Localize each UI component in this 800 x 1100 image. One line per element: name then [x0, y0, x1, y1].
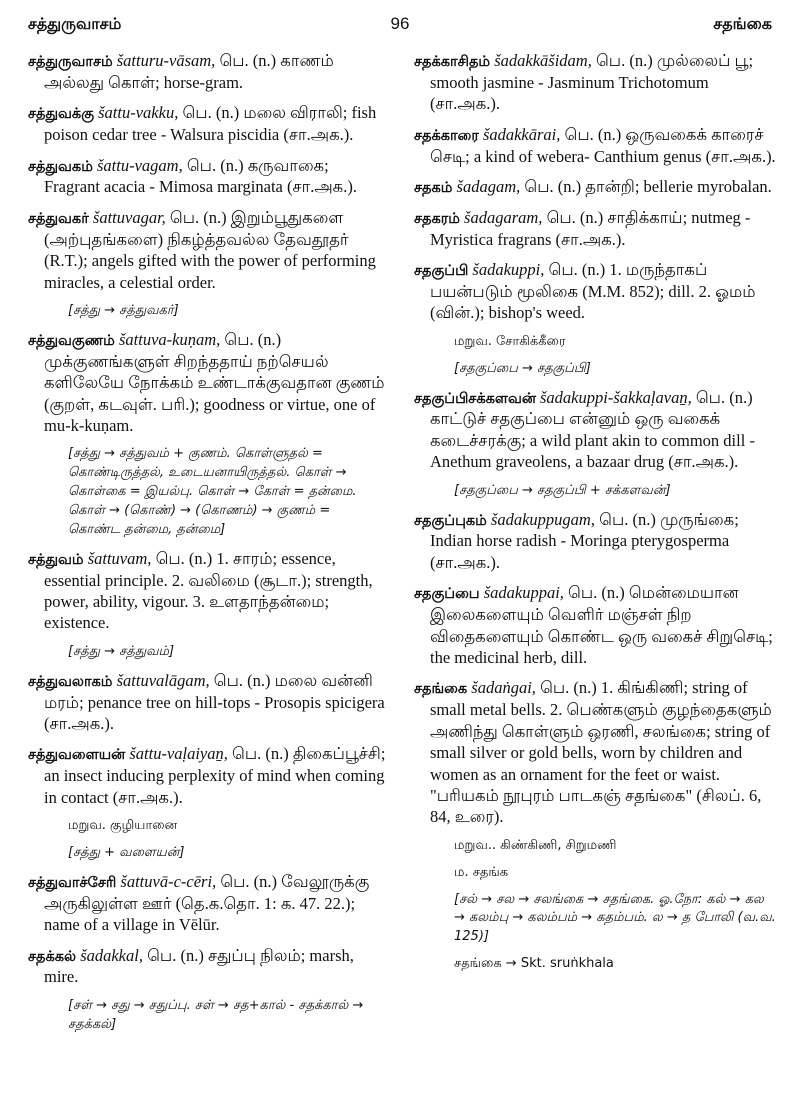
dictionary-entry: [28, 548, 386, 634]
entry-definition: பெ. (n.) மென்மையான இலைகளையும் வெளிர் மஞ்சள் நிற விதைகளையும் கொண்ட ஒரு வகைச் சிறுசெடி; the medicinal herb, dill.: [430, 583, 773, 667]
entry-transliteration: šadakuppi-šakkaḷavaṉ,: [540, 387, 692, 407]
entry-headword: சத்துவம்: [28, 551, 84, 568]
entry-definition: பெ. (n.) சதுப்பு நிலம்; marsh, mire.: [44, 945, 354, 987]
entry-headword: சத்துவகர்: [28, 210, 89, 227]
entry-definition: பெ. (n.) 1. மருந்தாகப் பயன்படும் மூலிகை (M.M. 852); dill. 2. ஓமம் (வின்.); bishop's weed.: [430, 260, 756, 323]
entry-headword: சத்துவளையன்: [28, 747, 126, 764]
running-head-left: சத்துருவாசம்: [28, 14, 122, 33]
entry-headword: சதக்காசிதம்: [414, 54, 491, 70]
entry-headword: சதக்காரை: [414, 127, 479, 144]
dictionary-entry: [28, 207, 386, 293]
entry-definition: பெ. (n.) மலை விராலி; fish poison cedar tree - Walsura piscidia (சா.அக.).: [44, 103, 377, 145]
entry-headword: சதக்கல்: [28, 948, 77, 965]
dictionary-entry: [28, 743, 386, 808]
entry-headword: சதகுப்புகம்: [414, 512, 487, 529]
entry-headword: சதங்கை: [414, 681, 468, 698]
entry-definition: பெ. (n.) திகைப்பூச்சி; an insect inducing perplexity of mind when coming in contact (சா.அக.).: [44, 744, 386, 807]
etymology-note: [சத்து → சத்துவகர்]: [68, 303, 179, 318]
entry-definition: பெ. (n.) காட்டுச் சதகுப்பை என்னும் ஒரு வகைக் கடைச்சரக்கு; a wild plant akin to common dill - Anethum graveolens, a bazaar drug (சா.அக.).: [430, 387, 755, 472]
entry-headword: சதகம்: [414, 180, 453, 196]
entry-definition: பெ. (n.) 1. சாரம்; essence, essential principle. 2. வலிமை (சூடா.); strength, power, ability, vigour. 3. உளதாந்தன்மை; existence.: [44, 548, 373, 633]
etymology-note: [சத்து → சத்துவம் + குணம். கொள்ளுதல் = கொண்டிருத்தல், உடையனாயிருத்தல். கொள் → கொள்கை = இயல்பு. கொள் → கோள் = தன்மை. கொள் → (கொண்) → (கொணம்) → குணம் = கொண்ட தன்மை, தன்மை]: [68, 446, 357, 537]
left-column: [28, 50, 386, 1042]
entry-definition: பெ. (n.) இறும்பூதுகளை (அற்புதங்களை) நிகழ்த்தவல்ல தேவதூதர் (R.T.); angels gifted with the power of performing miracles, a celestial order.: [44, 207, 376, 292]
entry-headword: சத்துவகுணம்: [28, 332, 115, 349]
entry-headword: சதகரம்: [414, 210, 460, 227]
entry-transliteration: šattu-vakku,: [98, 103, 179, 123]
entry-transliteration: šadakkāšidam,: [494, 51, 592, 70]
entry-headword: சத்துவகம்: [28, 158, 93, 175]
sub-note: மறுவ. குழியானை: [68, 818, 178, 834]
entry-transliteration: šadakkal,: [80, 945, 143, 965]
dictionary-entry: [414, 582, 776, 668]
dictionary-entry: [414, 50, 776, 115]
etymology-note: [சத்து → சத்துவம்]: [68, 643, 175, 659]
entry-definition: பெ. (n.) முல்லைப் பூ; smooth jasmine - Jasminum Trichotomum (சா.அக.).: [430, 51, 754, 114]
entry-transliteration: šadaṅgai,: [471, 678, 536, 698]
dictionary-entry: [414, 509, 776, 574]
entry-headword: சதகுப்பிசக்களவன்: [414, 390, 536, 407]
dictionary-entry: [414, 207, 776, 250]
entry-definition: பெ. (n.) கருவாகை; Fragrant acacia - Mimosa marginata (சா.அக.).: [44, 155, 357, 197]
entry-headword: சதகுப்பை: [414, 586, 480, 603]
dictionary-entry: [414, 124, 776, 167]
entry-headword: சத்துவாச்சேரி: [28, 874, 117, 891]
sub-note: சதங்கை → Skt. sruṅkhala: [454, 956, 614, 972]
dictionary-entry: [28, 50, 386, 93]
entry-definition: பெ. (n.) முருங்கை; Indian horse radish - Moringa pterygosperma (சா.அக.).: [430, 509, 739, 572]
entry-transliteration: šatturu-vāsam,: [116, 51, 216, 70]
entry-transliteration: šadakkārai,: [482, 124, 561, 144]
dictionary-entry: [28, 670, 386, 735]
entry-headword: சதகுப்பி: [414, 263, 469, 280]
etymology-note: [சதகுப்பை → சதகுப்பி]: [454, 360, 591, 376]
entry-transliteration: šattu-vaḷaiyaṉ,: [129, 744, 228, 764]
dictionary-entry: [414, 387, 776, 473]
entry-transliteration: šadakuppi,: [472, 260, 545, 280]
entry-headword: சத்துருவாசம்: [28, 54, 113, 70]
entry-transliteration: šadagam,: [456, 177, 521, 196]
entry-transliteration: šattu-vagam,: [97, 155, 183, 175]
entry-definition: பெ. (n.) 1. கிங்கிணி; string of small metal bells. 2. பெண்களும் குழந்தைகளும் அணிந்து கொள்ளும் ஒரணி, சலங்கை; string of small silver or gold bells, worn by children and women as an ornament for the feet or waist. "பரியகம் நூபுரம் பாடகஞ் சதங்கை" (சிலப். 6, 84, உரை).: [430, 678, 772, 827]
dictionary-entry: [28, 871, 386, 936]
entry-transliteration: šattuvagar,: [92, 207, 166, 227]
entry-definition: பெ. (n.) காணம் அல்லது கொள்; horse-gram.: [44, 51, 334, 92]
entry-definition: பெ. (n.) மலை வன்னி மரம்; penance tree on hill-tops - Prosopis spicigera (சா.அக.).: [44, 670, 385, 733]
entry-definition: பெ. (n.) வேலூருக்கு அருகிலுள்ள ஊர் (தெ.க.தொ. 1: க. 47. 22.); name of a village in Vēlūr.: [44, 871, 370, 935]
sub-note: மறுவ. சோகிக்கீரை: [454, 333, 566, 349]
page-header: [28, 12, 772, 42]
entry-definition: பெ. (n.) தான்றி; bellerie myrobalan.: [520, 177, 772, 196]
entry-transliteration: šattuvalāgam,: [116, 670, 210, 690]
entry-definition: பெ. (n.) சாதிக்காய்; nutmeg - Myristica fragrans (சா.அக.).: [430, 207, 751, 249]
page-number: 96: [390, 14, 410, 33]
dictionary-entry: [414, 259, 776, 324]
dictionary-entry: [28, 329, 386, 437]
dictionary-entry: [28, 155, 386, 198]
etymology-note: [சதகுப்பை → சதகுப்பி + சக்களவன்]: [454, 482, 671, 498]
etymology-note: [சள் → சது → சதுப்பு. சள் → சத+கால் - சதக்கால் → சதக்கல்]: [68, 997, 364, 1032]
right-column: [414, 50, 776, 982]
dictionary-entry: [28, 945, 386, 988]
dictionary-entry: [28, 102, 386, 145]
dictionary-entry: [414, 176, 776, 198]
entry-transliteration: šattuvā-c-cēri,: [120, 871, 217, 891]
entry-headword: சத்துவக்கு: [28, 106, 95, 123]
sub-note: ம. சதங்க: [454, 864, 509, 880]
entry-definition: பெ. (n.) ஒருவகைக் காரைச் செடி; a kind of webera- Canthium genus (சா.அக.).: [430, 124, 776, 166]
entry-definition: பெ. (n.) முக்குணங்களுள் சிறந்ததாய் நற்செயல் களிலேயே நோக்கம் உண்டாக்குவதான குணம் (குறள், கடவுள். பரி.); goodness or virtue, one of mu-k-kuṇam.: [44, 329, 385, 435]
running-head-right: சதங்கை: [713, 14, 772, 33]
entry-transliteration: šadakuppugam,: [490, 509, 595, 529]
entry-headword: சத்துவலாகம்: [28, 673, 113, 690]
entry-transliteration: šattuvam,: [87, 548, 152, 568]
entry-transliteration: šadagaram,: [464, 207, 543, 227]
entry-transliteration: šattuva-kuṇam,: [118, 329, 221, 349]
entry-transliteration: šadakuppai,: [483, 583, 564, 603]
dictionary-entry: [414, 677, 776, 827]
sub-note: மறுவ.. கிண்கிணி, சிறுமணி: [454, 837, 617, 853]
etymology-note: [சல் → சல → சலங்கை → சதங்கை. ஓ.நோ: கல் → கல → கலம்பு → கலம்பம் → கதம்பம். ல → த போலி (வ.வ. 125)]: [454, 891, 776, 945]
etymology-note: [சத்து + வளையன்]: [68, 844, 185, 860]
